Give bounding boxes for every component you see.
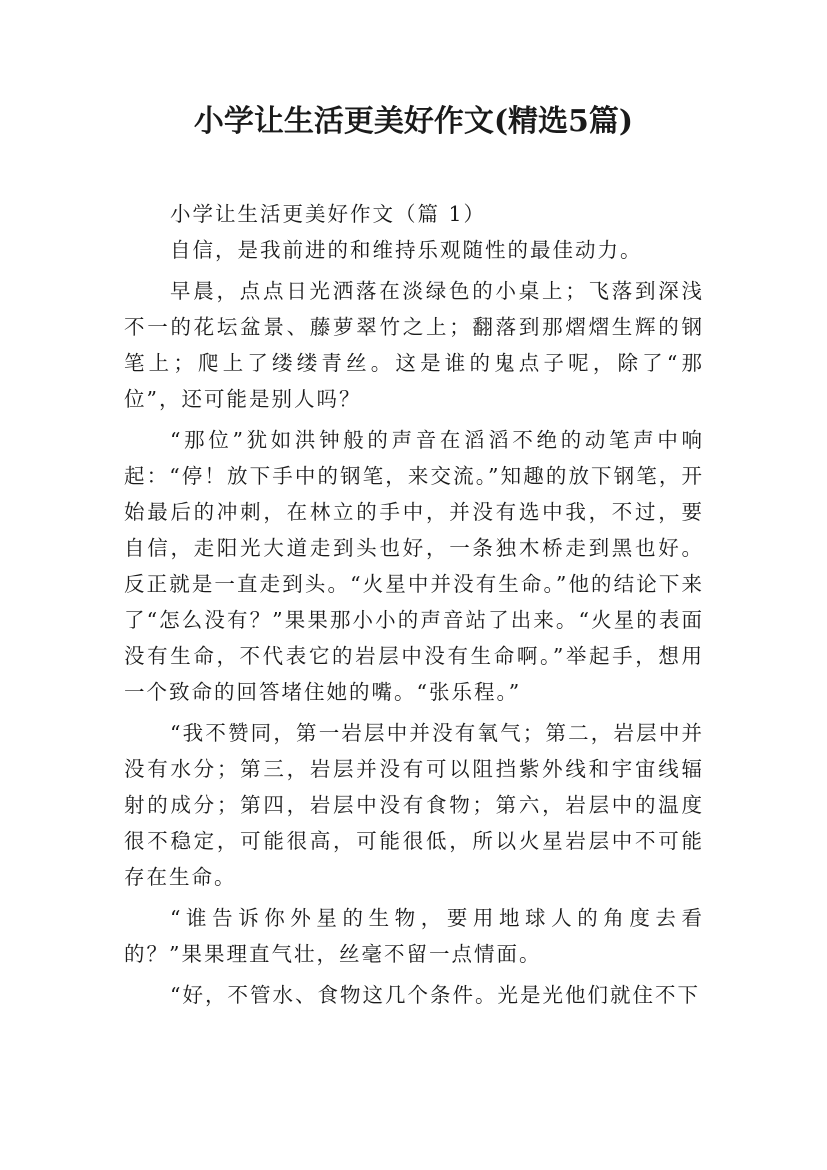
paragraph: 自信，是我前进的和维持乐观随性的最佳动力。 [170,238,643,262]
paragraph: “谁告诉你外星的生物，要用地球人的角度去看的？”果果理直气壮，丝毫不留一点情面。 [124,906,704,966]
paragraph: “好，不管水、食物这几个条件。光是光他们就住不下 [170,983,700,1007]
document-body [124,196,704,1018]
document-title: 小学让生活更美好作文(精选5篇) [193,104,634,139]
section-heading: 小学让生活更美好作文（篇 1） [170,202,487,226]
paragraph: “那位”犹如洪钟般的声音在滔滔不绝的动笔声中响起：“停！放下手中的钢笔，来交流。”知趣的放下钢笔，开始最后的冲刺，在林立的手中，并没有选中我，不过，要自信，走阳光大道走到头也好，一条独木桥走到黑也好。反正就是一直走到头。“火星中并没有生命。”他的结论下来了“怎么没有？”果果那小小的声音站了出来。“火星的表面没有生命，不代表它的岩层中没有生命啊。”举起手，想用一个致命的回答堵住她的嘴。“张乐程。” [124,428,704,704]
paragraph: “我不赞同，第一岩层中并没有氧气；第二，岩层中并没有水分；第三，岩层并没有可以阻挡紫外线和宇宙线辐射的成分；第四，岩层中没有食物；第六，岩层中的温度很不稳定，可能很高，可能很低，所以火星岩层中不可能存在生命。 [124,721,704,889]
paragraph: 早晨，点点日光洒落在淡绿色的小桌上；飞落到深浅不一的花坛盆景、藤萝翠竹之上；翻落到那熠熠生辉的钢笔上；爬上了缕缕青丝。这是谁的鬼点子呢，除了“那位”，还可能是别人吗？ [124,279,704,411]
